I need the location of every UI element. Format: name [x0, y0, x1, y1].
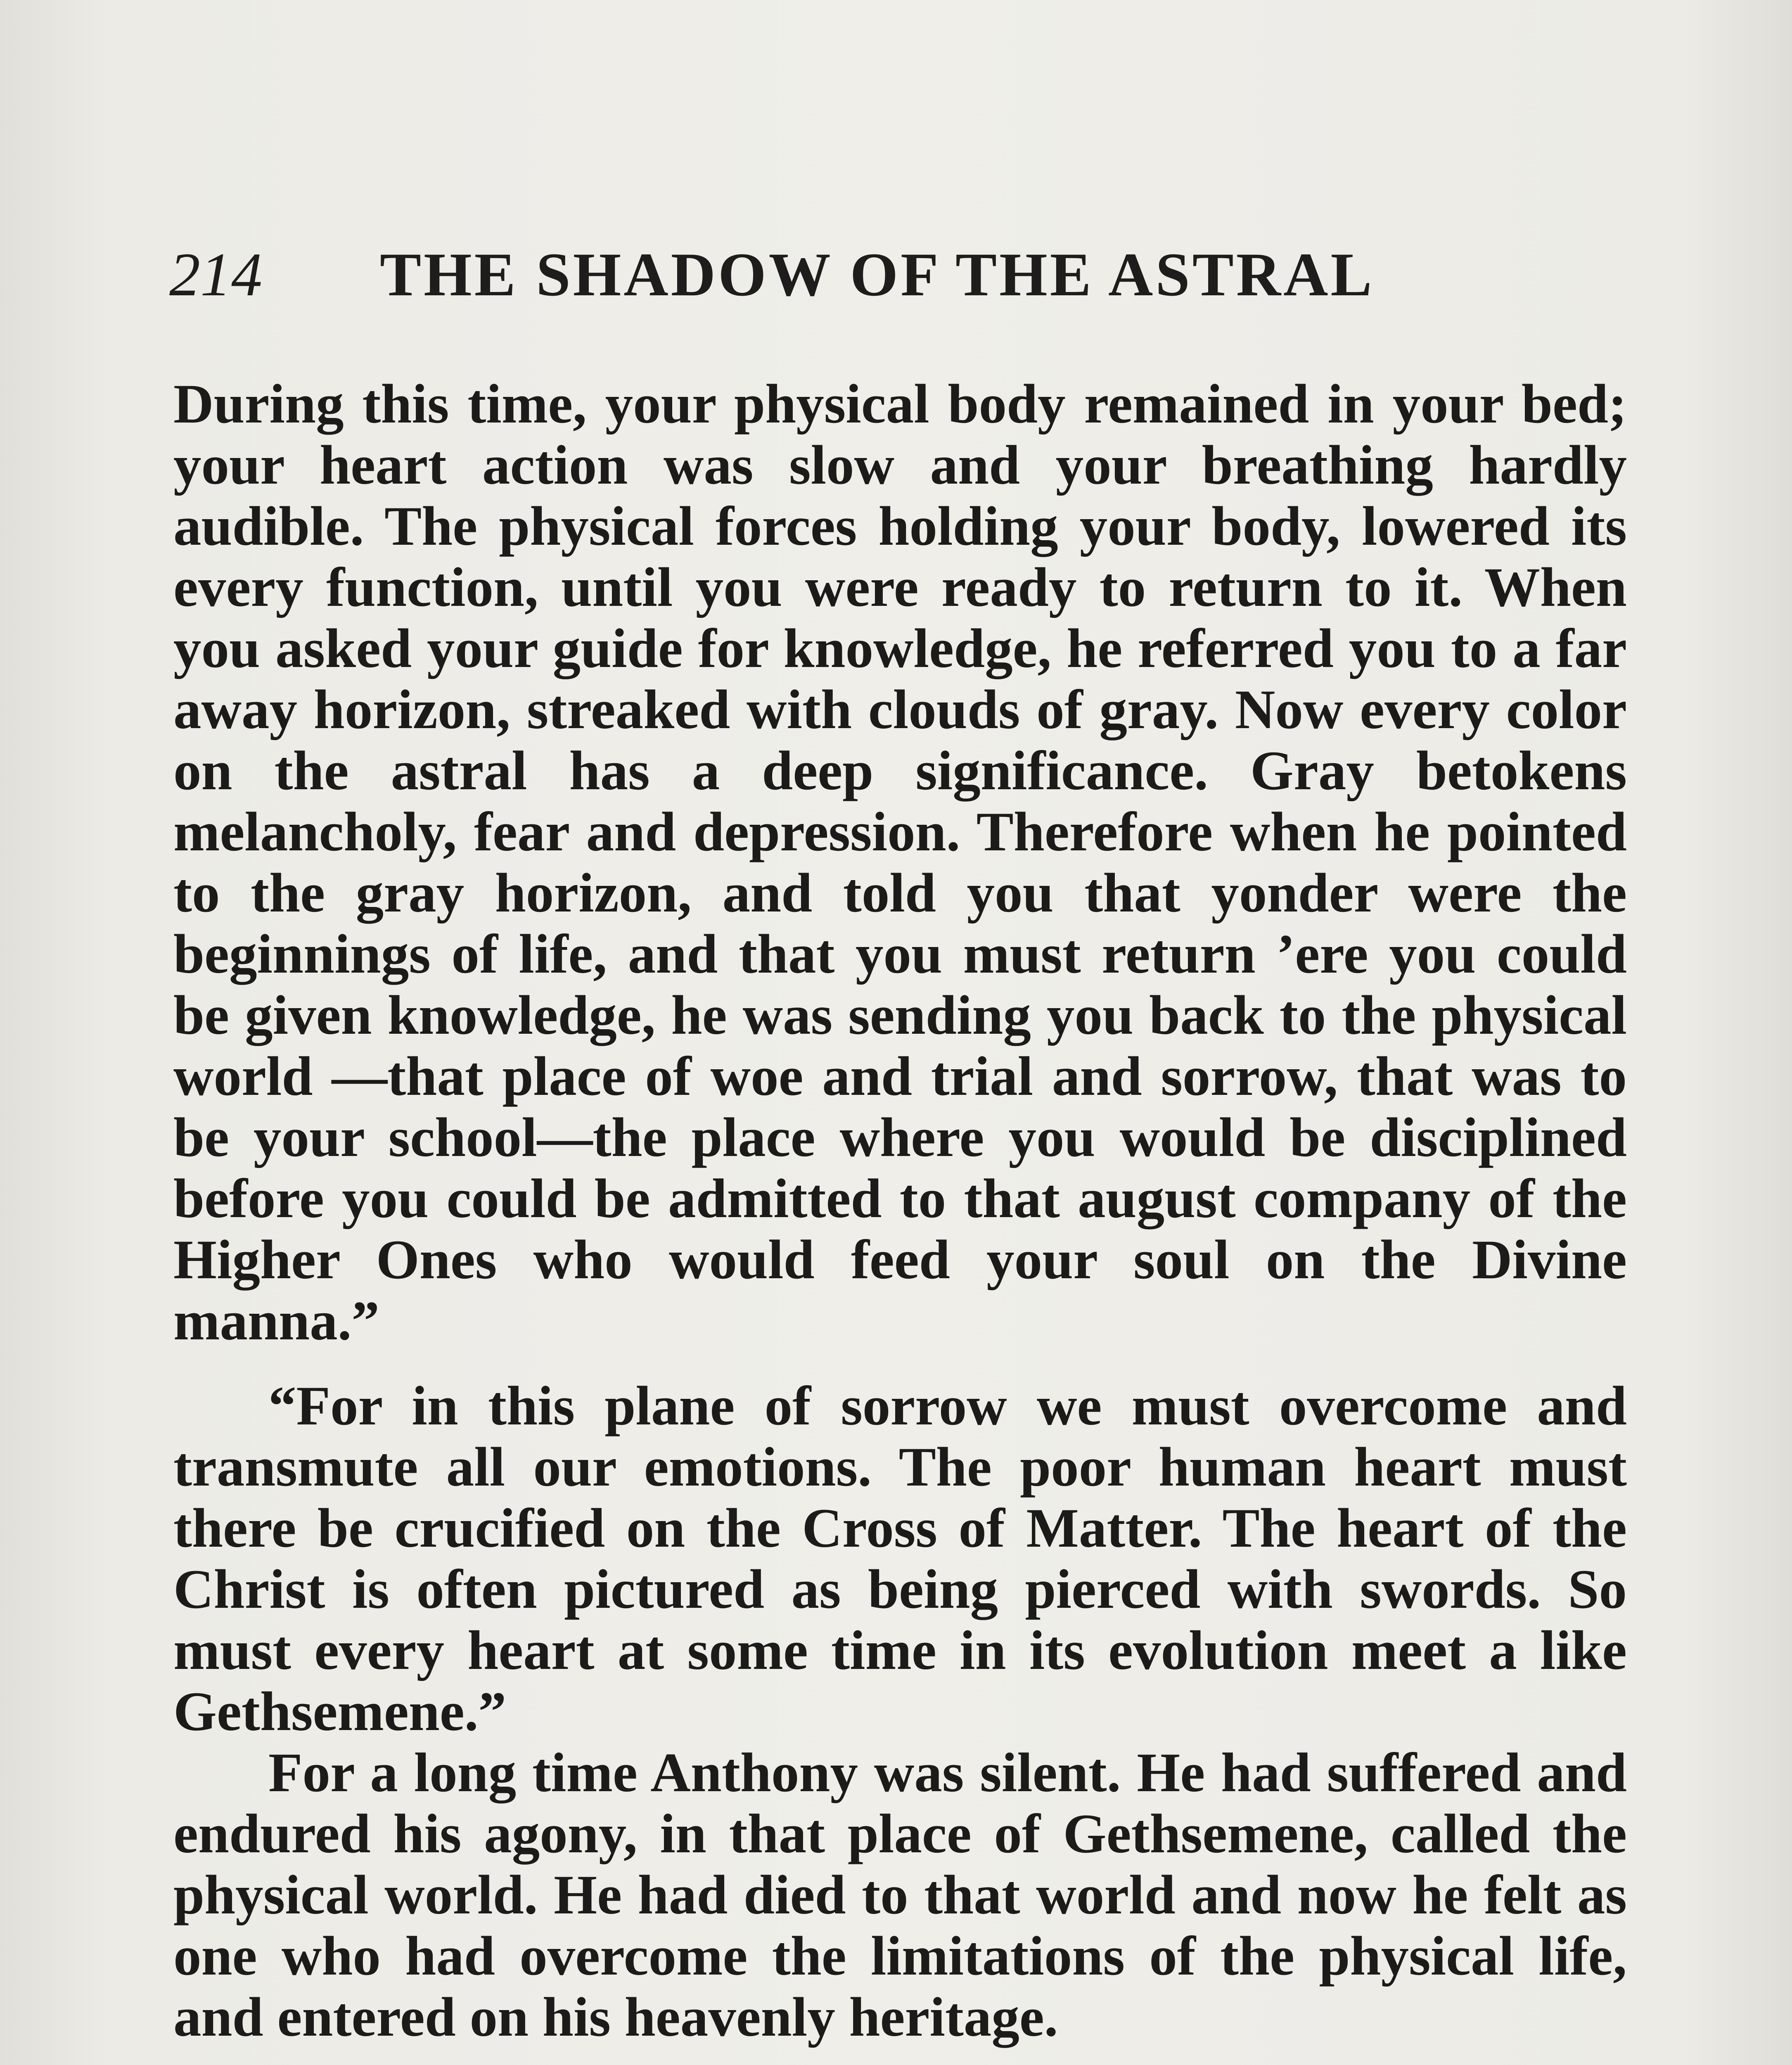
paragraph-1: During this time, your physical body remained in your bed; your heart action was slow and your breathing hardly audible. The physical forces holding your body, lowered its every function, until you were ready to return to it. When you asked your guide for knowledge, he referred you to a far away horizon, streaked with clouds of gray. Now every color on the astral has a deep significance. Gray betokens melancholy, fear and depression. Therefore when he pointed to the gray horizon, and told you that yonder were the beginnings of life, and that you must return ’ere you could be given knowledge, he was sending you back to the physical world —that place of woe and trial and sorrow, that was to be your school—the place where you would be disciplined before you could be admitted to that august company of the Higher Ones who would feed your soul on the Divine manna.”: [173, 373, 1627, 1352]
body-text: [173, 374, 1627, 2065]
paragraph-2: “For in this plane of sorrow we must overcome and transmute all our emotions. The poor human heart must there be crucified on the Cross of Matter. The heart of the Christ is often pictured as being pierced with swords. So must every heart at some time in its evolution meet a like Gethsemene.”: [173, 1375, 1627, 1742]
paragraph-3: For a long time Anthony was silent. He had suffered and endured his agony, in that place of Gethsemene, called the physical world. He had died to that world and now he felt as one who had overcome the limitations of the physical life, and entered on his heavenly heritage.: [173, 1742, 1627, 2048]
running-head-title: THE SHADOW OF THE ASTRAL: [380, 240, 1375, 309]
page-number: 214: [169, 240, 262, 309]
page-header: [169, 231, 1639, 318]
